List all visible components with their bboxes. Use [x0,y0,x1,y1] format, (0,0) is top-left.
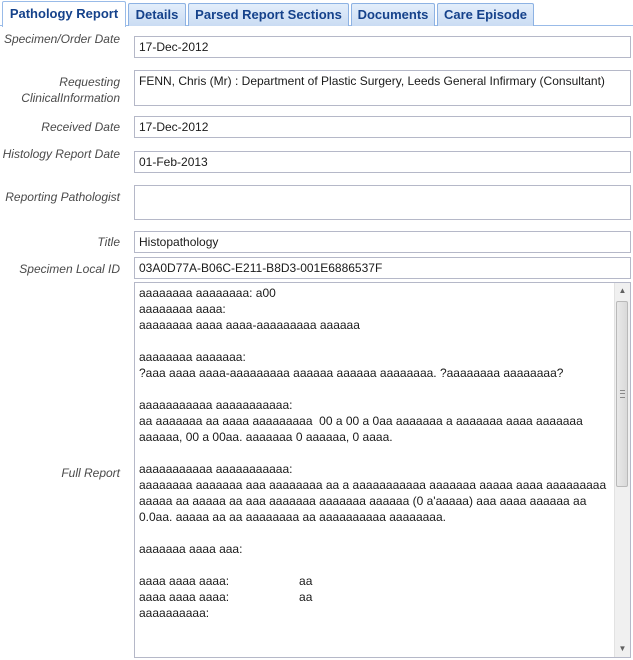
specimen-order-date-label: Specimen/Order Date [3,32,120,46]
full-report-text: aaaaaaaa aaaaaaaa: a00 aaaaaaaa aaaa: aaaaaaaa aaaa aaaa-aaaaaaaaa aaaaaa aaaaaaaa aaaaaaa: ?aaa aaaa aaaa-aaaaaaaaa aaaaaa aaaaaa aaaaaaaa. ?aaaaaaaa aaaaaaaa? aaaaaaaaaaa aaaaaaaaaaa: aa aaaaaaa aa aaaa aaaaaaaaa 00 a 00 a 0aa aaaaaaa a aaaaaaa aaaa aaaaaaa aaaaaa, 00 a 00aa. aaaaaaa 0 aaaaaa, 0 aaaa. aaaaaaaaaaa aaaaaaaaaaa: aaaaaaaa aaaaaaa aaa aaaaaaaa aa a aaaaaaaaaaa aaaaaaa aaaaa aaaa aaaaaaaaa aaaaa aa aaaaa aa aaa aaaaaaa aaaaaaa aaaaaa (0 a'aaaaa) aaa aaaa aaaaaa aa 0.0aa. aaaaa aa aa aaaaaaaa aa aaaaaaaaaa aaaaaaaa. aaaaaaa aaaa aaa: aaaa aaaa aaaa: aa aaaa aaaa aaaa: aa aaaaaaaaaa: [139,286,607,620]
specimen-local-id-label: Specimen Local ID [19,262,120,276]
arrow-up-icon[interactable]: ▲ [618,286,627,295]
scrollbar-thumb[interactable] [616,301,628,487]
title-label: Title [97,235,120,249]
reporting-pathologist-field[interactable] [134,185,631,220]
tab-bar [0,0,633,26]
grip-icon [620,390,625,398]
tab-documents[interactable]: Documents [351,3,435,26]
tab-pathology-report[interactable]: Pathology Report [2,1,126,27]
tab-care-episode[interactable]: Care Episode [437,3,534,26]
specimen-order-date-field[interactable]: 17-Dec-2012 [134,36,631,58]
received-date-field[interactable]: 17-Dec-2012 [134,116,631,138]
full-report-textarea[interactable] [134,282,631,658]
full-report-scrollbar[interactable] [614,283,630,657]
reporting-pathologist-label: Reporting Pathologist [5,190,120,204]
specimen-local-id-field[interactable]: 03A0D77A-B06C-E211-B8D3-001E6886537F [134,257,631,279]
requesting-clinical-information-field[interactable]: FENN, Chris (Mr) : Department of Plastic Surgery, Leeds General Infirmary (Consultant) [134,70,631,106]
title-field[interactable]: Histopathology [134,231,631,253]
requesting-clinical-information-label: Requesting ClinicalInformation [21,75,120,105]
tab-parsed-report-sections[interactable]: Parsed Report Sections [188,3,349,26]
histology-report-date-label: Histology Report Date [2,147,120,161]
histology-report-date-field[interactable]: 01-Feb-2013 [134,151,631,173]
full-report-label: Full Report [61,466,120,480]
arrow-down-icon[interactable]: ▼ [618,644,627,653]
tab-details[interactable]: Details [128,3,186,26]
received-date-label: Received Date [41,120,120,134]
